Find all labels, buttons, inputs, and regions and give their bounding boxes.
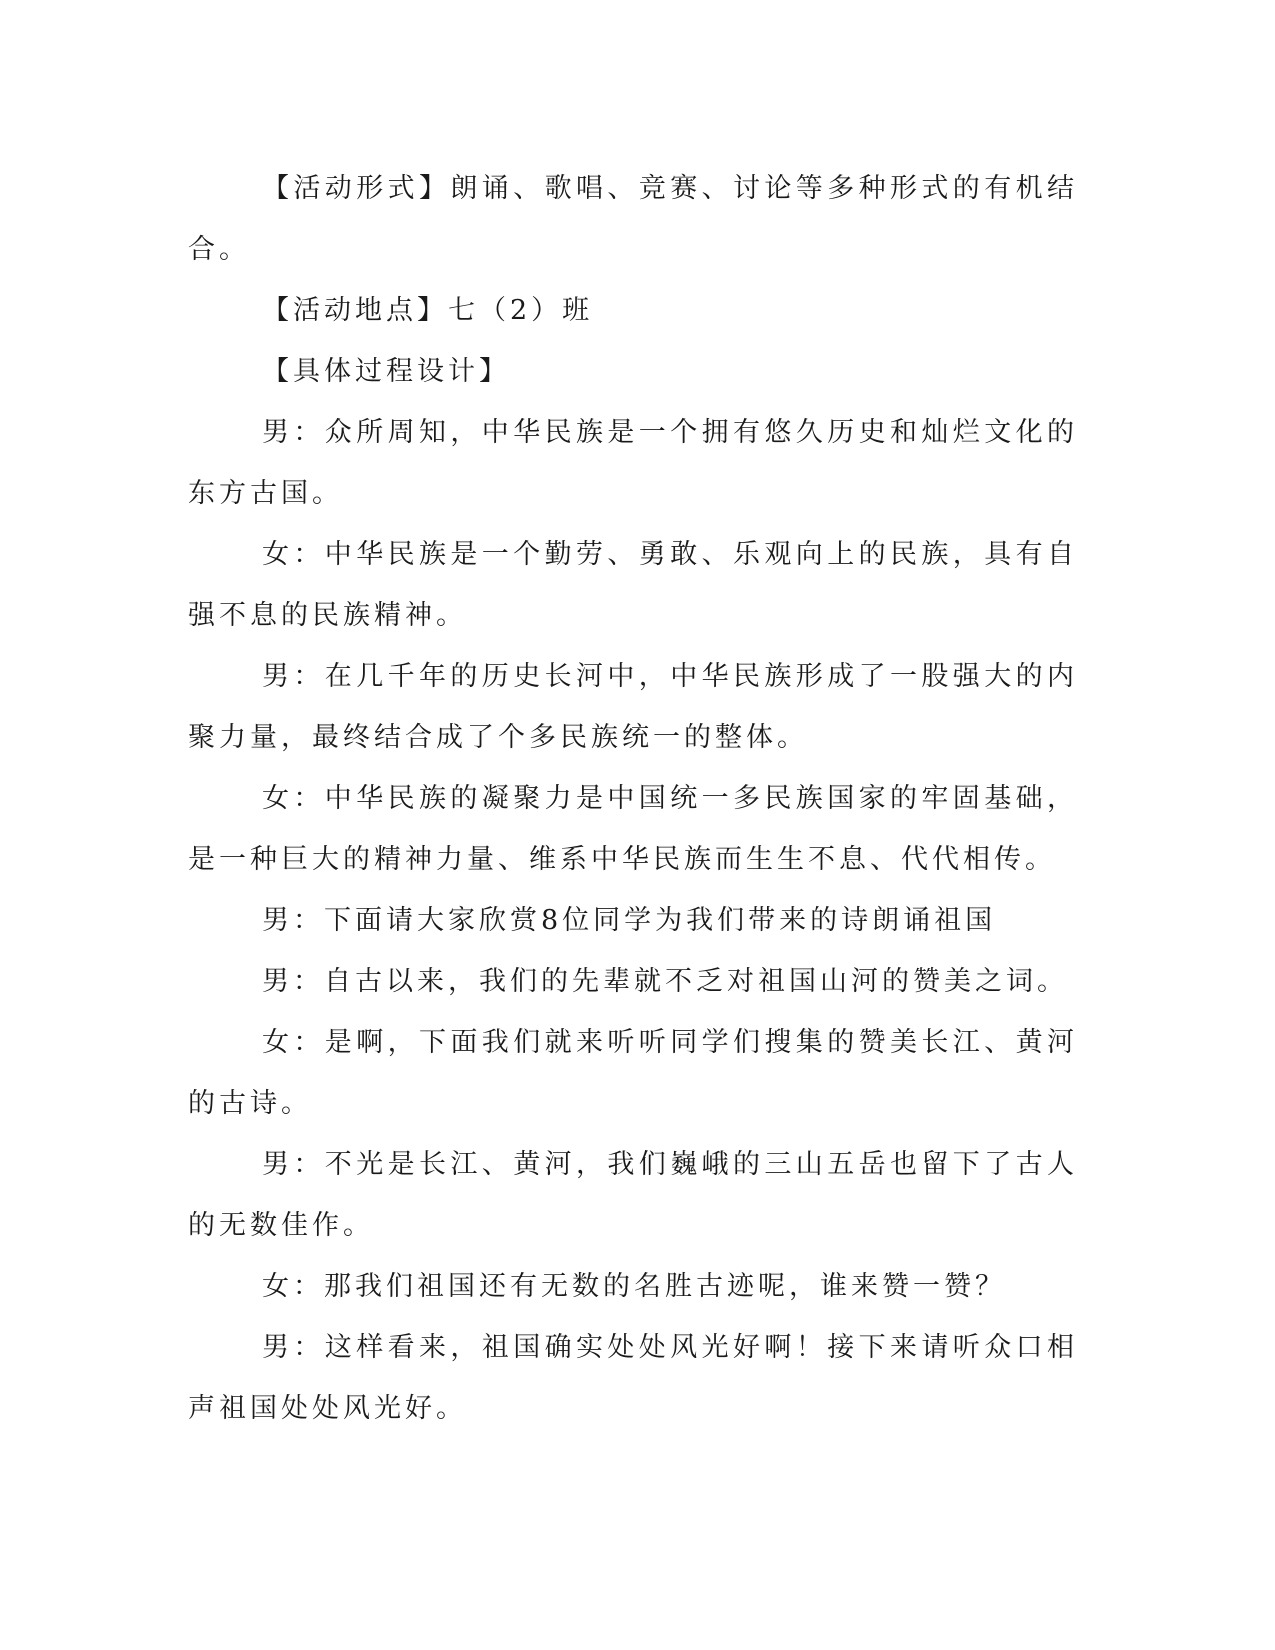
paragraph-dialogue-7: 女：是啊，下面我们就来听听同学们搜集的赞美长江、黄河的古诗。	[188, 1027, 1078, 1119]
paragraph-dialogue-10: 男：这样看来，祖国确实处处风光好啊！接下来请听众口相声祖国处处风光好。	[188, 1332, 1078, 1424]
paragraph-activity-location: 【活动地点】七（2）班	[262, 295, 594, 326]
paragraph-dialogue-3: 男：在几千年的历史长河中，中华民族形成了一股强大的内聚力量，最终结合成了个多民族统一的整体。	[188, 661, 1078, 753]
paragraph-dialogue-1: 男：众所周知，中华民族是一个拥有悠久历史和灿烂文化的东方古国。	[188, 417, 1078, 509]
paragraph-dialogue-2: 女：中华民族是一个勤劳、勇敢、乐观向上的民族，具有自强不息的民族精神。	[188, 539, 1078, 631]
document-body	[188, 158, 1078, 1439]
paragraph-dialogue-4: 女：中华民族的凝聚力是中国统一多民族国家的牢固基础，是一种巨大的精神力量、维系中华民族而生生不息、代代相传。	[188, 783, 1078, 875]
paragraph-dialogue-6: 男：自古以来，我们的先辈就不乏对祖国山河的赞美之词。	[262, 966, 1068, 997]
paragraph-activity-form: 【活动形式】朗诵、歌唱、竞赛、讨论等多种形式的有机结合。	[188, 173, 1078, 265]
paragraph-dialogue-9: 女：那我们祖国还有无数的名胜古迹呢，谁来赞一赞？	[262, 1271, 1006, 1302]
paragraph-dialogue-5: 男：下面请大家欣赏8位同学为我们带来的诗朗诵祖国	[262, 905, 997, 936]
paragraph-process-heading: 【具体过程设计】	[262, 356, 510, 387]
paragraph-dialogue-8: 男：不光是长江、黄河，我们巍峨的三山五岳也留下了古人的无数佳作。	[188, 1149, 1078, 1241]
